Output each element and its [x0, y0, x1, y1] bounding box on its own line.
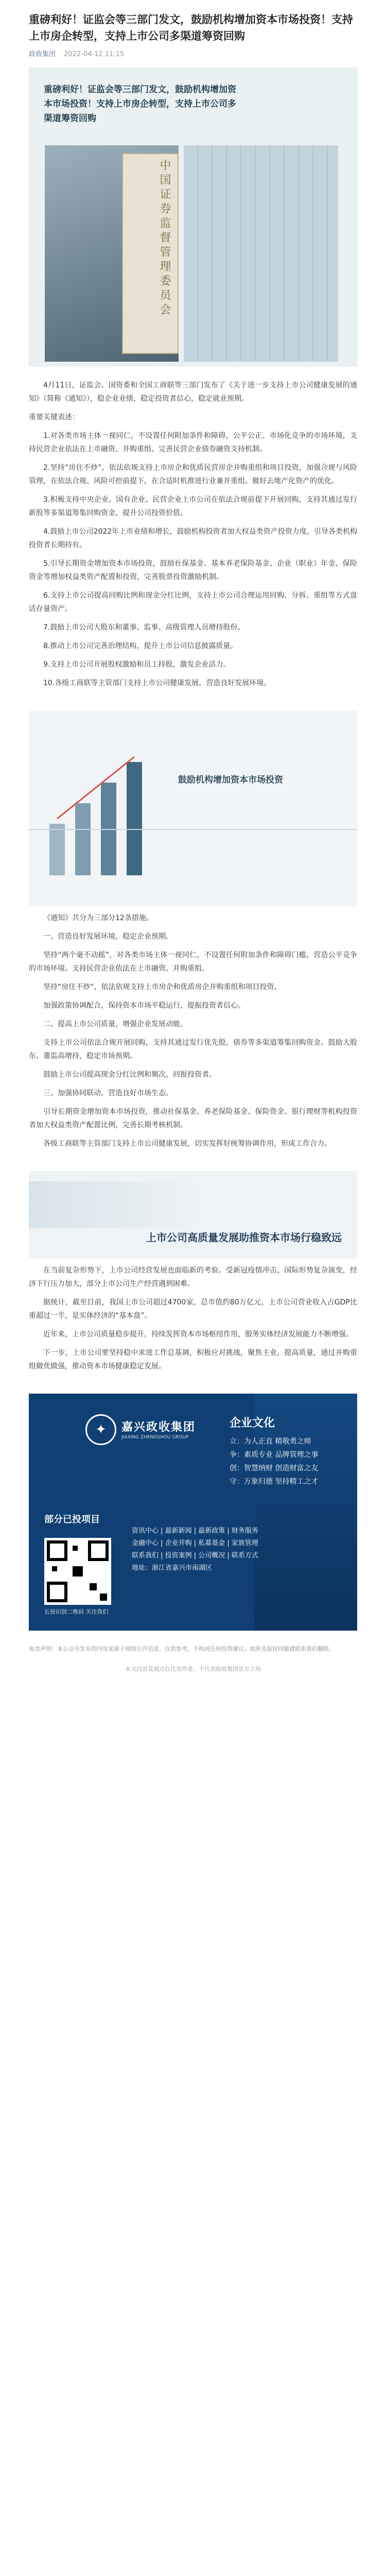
- body-section-1: [29, 379, 357, 690]
- promo-link[interactable]: 资讯中心 | 最新新闻 | 最新政策 | 财务服务: [132, 1527, 258, 1535]
- paragraph: 坚持“两个毫不动摇”，对各类市场主体一视同仁，不设置任何附加条件和障碍门槛，营造公平竞争的市场环境。支持民营企业依法在上市融资、并购重组。: [29, 951, 357, 973]
- culture-value: 创：智慧纳财 创造财富之友: [230, 1464, 319, 1472]
- paragraph: 在当前复杂形势下，上市公司经营发展也面临新的考验。受新冠疫情冲击，国际形势复杂演变，经济下行压力加大，部分上市公司生产经营遇到困难。: [29, 1266, 357, 1288]
- footer-note: 本文内容及观点仅代表作者，不代表政收集团官方立场: [125, 1666, 261, 1672]
- paragraph: 三、加强协同联动，营造良好市场生态。: [43, 1089, 173, 1097]
- culture-value: 争：素质专业 品牌管理之事: [230, 1451, 319, 1459]
- paragraph: 重要关键表述：: [29, 413, 79, 421]
- highlight-image: [29, 1171, 357, 1259]
- qr-code-icon[interactable]: [44, 1538, 111, 1605]
- paragraph: 8.推动上市公司完善治理结构，提升上市公司信息披露质量。: [43, 642, 238, 650]
- culture-value: 立：为人正直 精敬勇之师: [230, 1437, 311, 1446]
- paragraph: 据统计，截至目前，我国上市公司超过4700家，总市值约80万亿元，上市公司营业收入占GDP比重超过一半，是实体经济的“基本盘”。: [29, 1298, 357, 1320]
- paragraph: 3.积极支持中央企业、国有企业、民营企业上市公司在依法合规前提下开展回购，支持其通过发行新股等多渠道筹集回购资金，提升公司投资价值。: [29, 496, 357, 517]
- paragraph: 《通知》共分为三部分12条措施。: [43, 914, 153, 922]
- paragraph: 6.支持上市公司提高回购比例和现金分红比例，支持上市公司合理运用回购、分拆、重组等方式盘活存量资产。: [29, 591, 357, 613]
- article-title: 重磅利好！证监会等三部门发文，鼓励机构增加资本市场投资！支持上市房企转型，支持上市公司多渠道筹资回购: [29, 13, 353, 42]
- paragraph: 坚持“房住不炒”，依法依规支持上市房企和优质房企并购重组和项目投资。: [43, 983, 282, 991]
- paragraph: 4月11日，证监会、国资委和全国工商联等三部门发布了《关于进一步支持上市公司健康发展的通知》（简称《通知》），稳企业业绩，稳定投资者信心，稳定就业预期。: [29, 381, 357, 403]
- disclaimer: 免责声明：本公众号发布的内容来源于网络公开信息，仅供参考，不构成任何投资建议。如涉及版权问题请联系我们删除。: [29, 1646, 335, 1652]
- paragraph: 二、提高上市公司质量，增强企业发展动能。: [43, 1020, 187, 1028]
- highlight-graphic: [29, 1181, 204, 1228]
- paragraph: 引导长期资金增加资本市场投资，推动社保基金、养老保险基金、保险资金、银行理财等机构投资者加大权益类资产配置比例，完善长期考核机制。: [29, 1108, 357, 1129]
- paragraph: 一、营造良好发展环境，稳定企业预期。: [43, 933, 173, 941]
- csrc-sign: 中国证券监督管理委员会: [122, 153, 179, 354]
- paragraph: 7.鼓励上市公司大股东和董事、监事、高级管理人员增持股份。: [43, 623, 245, 632]
- company-logo-icon: ✦: [85, 1414, 116, 1445]
- section-image-investment: [29, 710, 357, 906]
- qr-caption: 长按识别二维码 关注我们: [44, 1608, 109, 1615]
- paragraph: 9.支持上市公司开展股权激励和员工持股，激发企业活力。: [43, 660, 231, 669]
- promo-link[interactable]: 联系我们 | 投资案例 | 公司概况 | 联系方式: [132, 1552, 258, 1560]
- company-name-en: JIAXING ZHENGSHOU GROUP: [121, 1435, 189, 1440]
- section-image-caption: 鼓励机构增加资本市场投资: [178, 775, 283, 785]
- paragraph: 支持上市公司依法合规开展回购，支持其通过发行优先股、债券等多渠道筹集回购资金。鼓励大股东、董监高增持，稳定市场预期。: [29, 1039, 357, 1060]
- glass-facade: [184, 145, 338, 362]
- company-name: 嘉兴政收集团: [121, 1421, 196, 1434]
- divider: [29, 829, 357, 830]
- culture-values: [230, 1435, 318, 1488]
- chart-illustration-icon: [39, 731, 168, 886]
- company-promo-card: [29, 1394, 357, 1631]
- culture-value: 守：万象归德 坚持精工之才: [230, 1478, 319, 1486]
- paragraph: 10.各级工商联等主管部门支持上市公司健康发展，营造良好发展环境。: [43, 679, 271, 687]
- paragraph: 1.对各类市场主体一视同仁，不设置任何附加条件和障碍，公平公正、市场化竞争的市场环境，支持民营企业依法在上市融资、并购重组、完善民营企业债券融资支持机制。: [29, 432, 357, 453]
- paragraph: 各级工商联等主管部门支持上市公司健康发展，切实发挥好统筹协调作用，形成工作合力。: [43, 1140, 331, 1148]
- paragraph: 5.引导长期资金增加资本市场投资，鼓励社保基金、基本养老保险基金、企业（职业）年金、保险资金等增加权益类资产配置和投资，完善股票投资激励机制。: [29, 560, 357, 581]
- paragraph: 4.鼓励上市公司2022年上市业绩和增长，鼓励机构投资者加大权益类资产投资力度，引导各类机构投资者长期持有。: [29, 528, 357, 549]
- culture-title: 企业文化: [230, 1417, 275, 1430]
- projects-label: 部分已投项目: [44, 1514, 100, 1525]
- paragraph: 下一步，上市公司要坚持稳中求进工作总基调，积极应对挑战，聚焦主业，提高质量，通过并购重组做优做强，推动资本市场健康稳定发展。: [29, 1349, 357, 1370]
- article-source[interactable]: 政收集团: [29, 50, 56, 58]
- banner-headline: 重磅利好！证监会等三部门发文，鼓励机构增加资本市场投资！支持上市房企转型，支持上市公司多渠道筹资回购: [44, 84, 236, 124]
- article-datetime: 2022-04-12 11:15: [64, 50, 125, 58]
- header-image: [29, 67, 357, 366]
- promo-address: 地址：浙江省嘉兴市南湖区: [132, 1564, 213, 1572]
- body-section-3: [29, 1264, 357, 1373]
- paragraph: 近年来，上市公司质量稳步提升，持续发挥资本市场枢纽作用，服务实体经济发展能力不断增强。: [43, 1330, 353, 1338]
- body-section-2: [29, 911, 357, 1150]
- promo-link[interactable]: 金融中心 | 企业并购 | 私募基金 | 家族管理: [132, 1539, 258, 1547]
- highlight-caption: 上市公司高质量发展助推资本市场行稳致远: [146, 1231, 342, 1244]
- promo-links: [132, 1525, 357, 1574]
- article-meta: [29, 48, 357, 58]
- paragraph: 鼓励上市公司提高现金分红比例和频次，回报投资者。: [43, 1071, 216, 1079]
- paragraph: 2.坚持“房住不炒”，依法依规支持上市房企和优质民营房企并购重组和项目投资，加强合规与风险管理，在依法合规、风险可控前提下，在合适时机推进行业兼并重组、做好去地产化资产的优化。: [29, 464, 357, 485]
- paragraph: 加强政策协调配合，保持资本市场平稳运行，提振投资者信心。: [43, 1002, 245, 1010]
